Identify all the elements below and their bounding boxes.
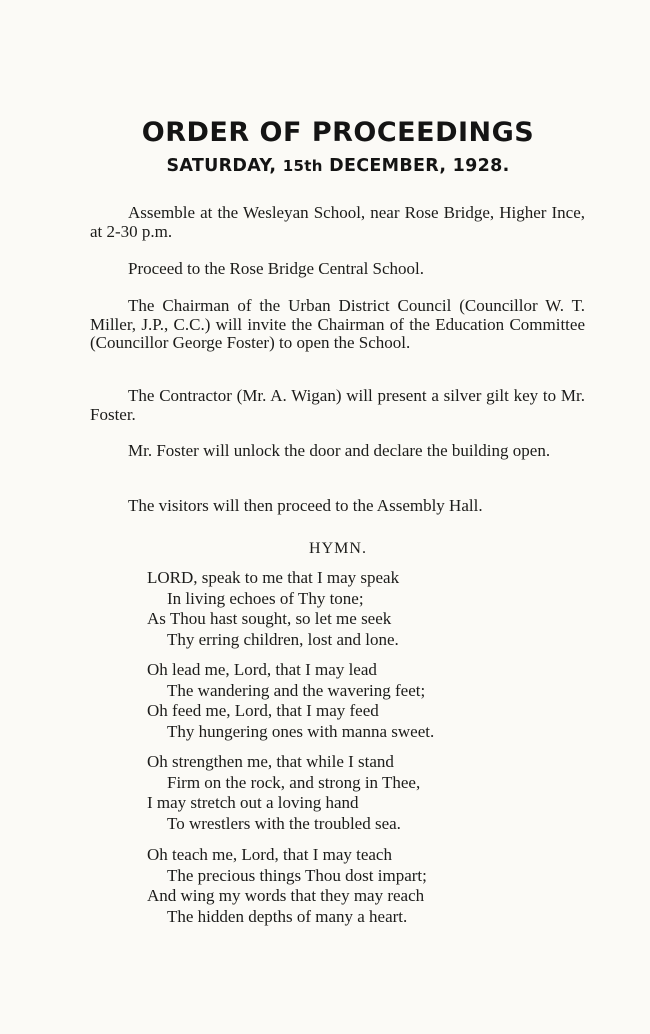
hymn-stanza xyxy=(147,845,567,928)
hymn-line: Oh lead me, Lord, that I may lead xyxy=(147,660,377,679)
hymn-line: LORD, speak to me that I may speak xyxy=(147,568,400,587)
hymn-line: Oh teach me, Lord, that I may teach xyxy=(147,845,392,864)
hymn-line: I may stretch out a loving hand xyxy=(147,793,359,813)
page-title: ORDER OF PROCEEDINGS xyxy=(141,117,535,148)
subtitle-date-number: 15th xyxy=(282,157,323,175)
paragraph-visitors: The visitors will then proceed to the Assembly Hall. xyxy=(128,496,483,515)
hymn-line: Thy hungering ones with manna sweet. xyxy=(167,722,435,742)
paragraph-contractor: The Contractor (Mr. A. Wigan) will present a silver gilt key to Mr. Foster. xyxy=(90,386,585,424)
paragraph-chairman: The Chairman of the Urban District Council (Councillor W. T. Miller, J.P., C.C.) will invite the Chairman of the Education Committee (Councillor George Foster) to open the School. xyxy=(90,296,585,352)
hymn-line: Thy erring children, lost and lone. xyxy=(167,630,399,650)
hymn-line: As Thou hast sought, so let me seek xyxy=(147,609,392,629)
subtitle-day: SATURDAY, xyxy=(166,156,277,176)
hymn-line: Oh strengthen me, that while I stand xyxy=(147,752,394,771)
page-subtitle xyxy=(0,156,650,176)
hymn-line: The wandering and the wavering feet; xyxy=(167,680,426,700)
hymn-line: The hidden depths of many a heart. xyxy=(167,907,408,927)
hymn-line: In living echoes of Thy tone; xyxy=(167,588,364,608)
subtitle-month-year: DECEMBER, 1928. xyxy=(329,156,510,176)
hymn-stanza xyxy=(147,752,567,835)
hymn-stanza xyxy=(147,660,567,743)
hymn-line: The precious things Thou dost impart; xyxy=(167,865,427,885)
paragraph-assemble: Assemble at the Wesleyan School, near Rose Bridge, Higher Ince, at 2-30 p.m. xyxy=(90,203,585,241)
hymn-line: Firm on the rock, and strong in Thee, xyxy=(167,772,421,792)
hymn-line: And wing my words that they may reach xyxy=(147,886,425,906)
hymn-line: Oh feed me, Lord, that I may feed xyxy=(147,701,379,721)
hymn-heading: HYMN. xyxy=(309,540,367,557)
hymn-line: To wrestlers with the troubled sea. xyxy=(167,814,401,834)
hymn-stanza xyxy=(147,568,567,651)
paragraph-proceed: Proceed to the Rose Bridge Central School. xyxy=(128,259,425,278)
paragraph-unlock: Mr. Foster will unlock the door and declare the building open. xyxy=(128,441,551,460)
